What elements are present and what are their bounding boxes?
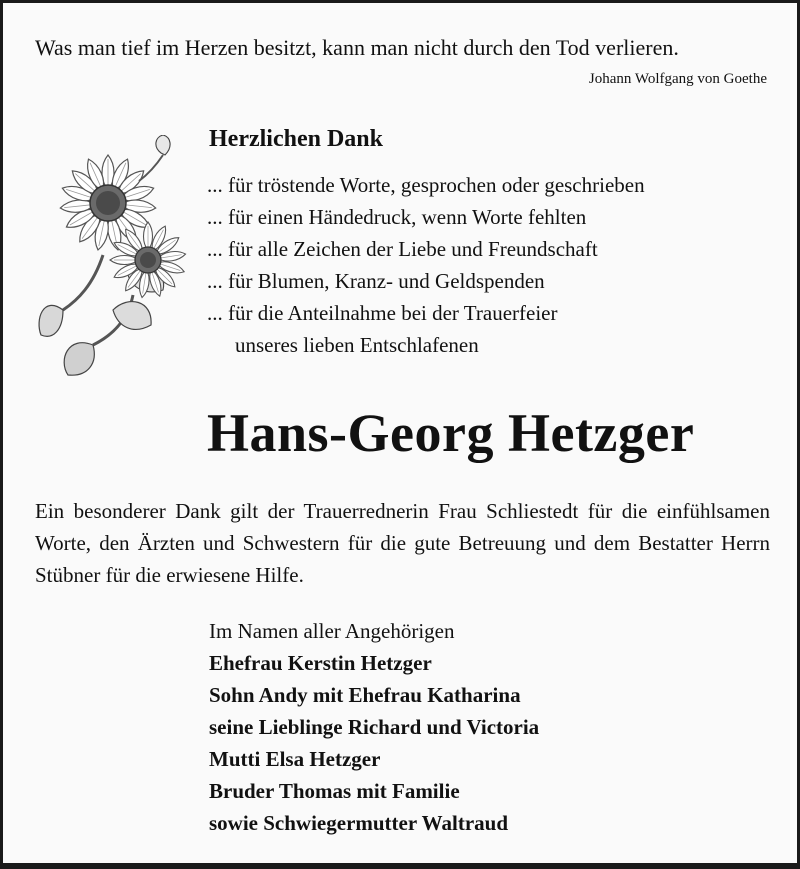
relative-entry: Sohn Andy mit Ehefrau Katharina bbox=[209, 683, 521, 707]
thanks-line: unseres lieben Entschlafenen bbox=[235, 333, 479, 357]
relative-entry: Mutti Elsa Hetzger bbox=[209, 747, 381, 771]
relative-entry: seine Lieblinge Richard und Victoria bbox=[209, 715, 540, 739]
special-thanks-paragraph: Ein besonderer Dank gilt der Trauerrednerin Frau Schliestedt für die einfühlsamen Worte, den Ärzten und Schwestern für die gute Betreuung und dem Bestatter Herrn Stübner für die erwiesene Hilfe. bbox=[35, 499, 770, 587]
quote-author: Johann Wolfgang von Goethe bbox=[588, 71, 767, 87]
thanks-line: ... für Blumen, Kranz- und Geldspenden bbox=[207, 269, 545, 293]
thanks-title: Herzlichen Dank bbox=[209, 126, 383, 152]
obituary-card bbox=[3, 3, 797, 863]
relative-entry: sowie Schwiegermutter Waltraud bbox=[209, 811, 509, 835]
sunflower-icon bbox=[33, 135, 198, 380]
signoff-intro: Im Namen aller Angehörigen bbox=[209, 619, 455, 643]
thanks-line: ... für einen Händedruck, wenn Worte fehlten bbox=[207, 205, 587, 229]
thanks-line: ... für tröstende Worte, gesprochen oder geschrieben bbox=[207, 173, 645, 197]
quote-text: Was man tief im Herzen besitzt, kann man nicht durch den Tod verlieren. bbox=[35, 35, 679, 60]
relatives-list bbox=[209, 647, 539, 839]
thanks-list bbox=[207, 169, 645, 361]
deceased-name: Hans-Georg Hetzger bbox=[207, 403, 695, 463]
thanks-line: ... für die Anteilnahme bei der Trauerfeier bbox=[207, 301, 558, 325]
relative-entry: Ehefrau Kerstin Hetzger bbox=[209, 651, 432, 675]
relative-entry: Bruder Thomas mit Familie bbox=[209, 779, 460, 803]
thanks-line: ... für alle Zeichen der Liebe und Freundschaft bbox=[207, 237, 598, 261]
